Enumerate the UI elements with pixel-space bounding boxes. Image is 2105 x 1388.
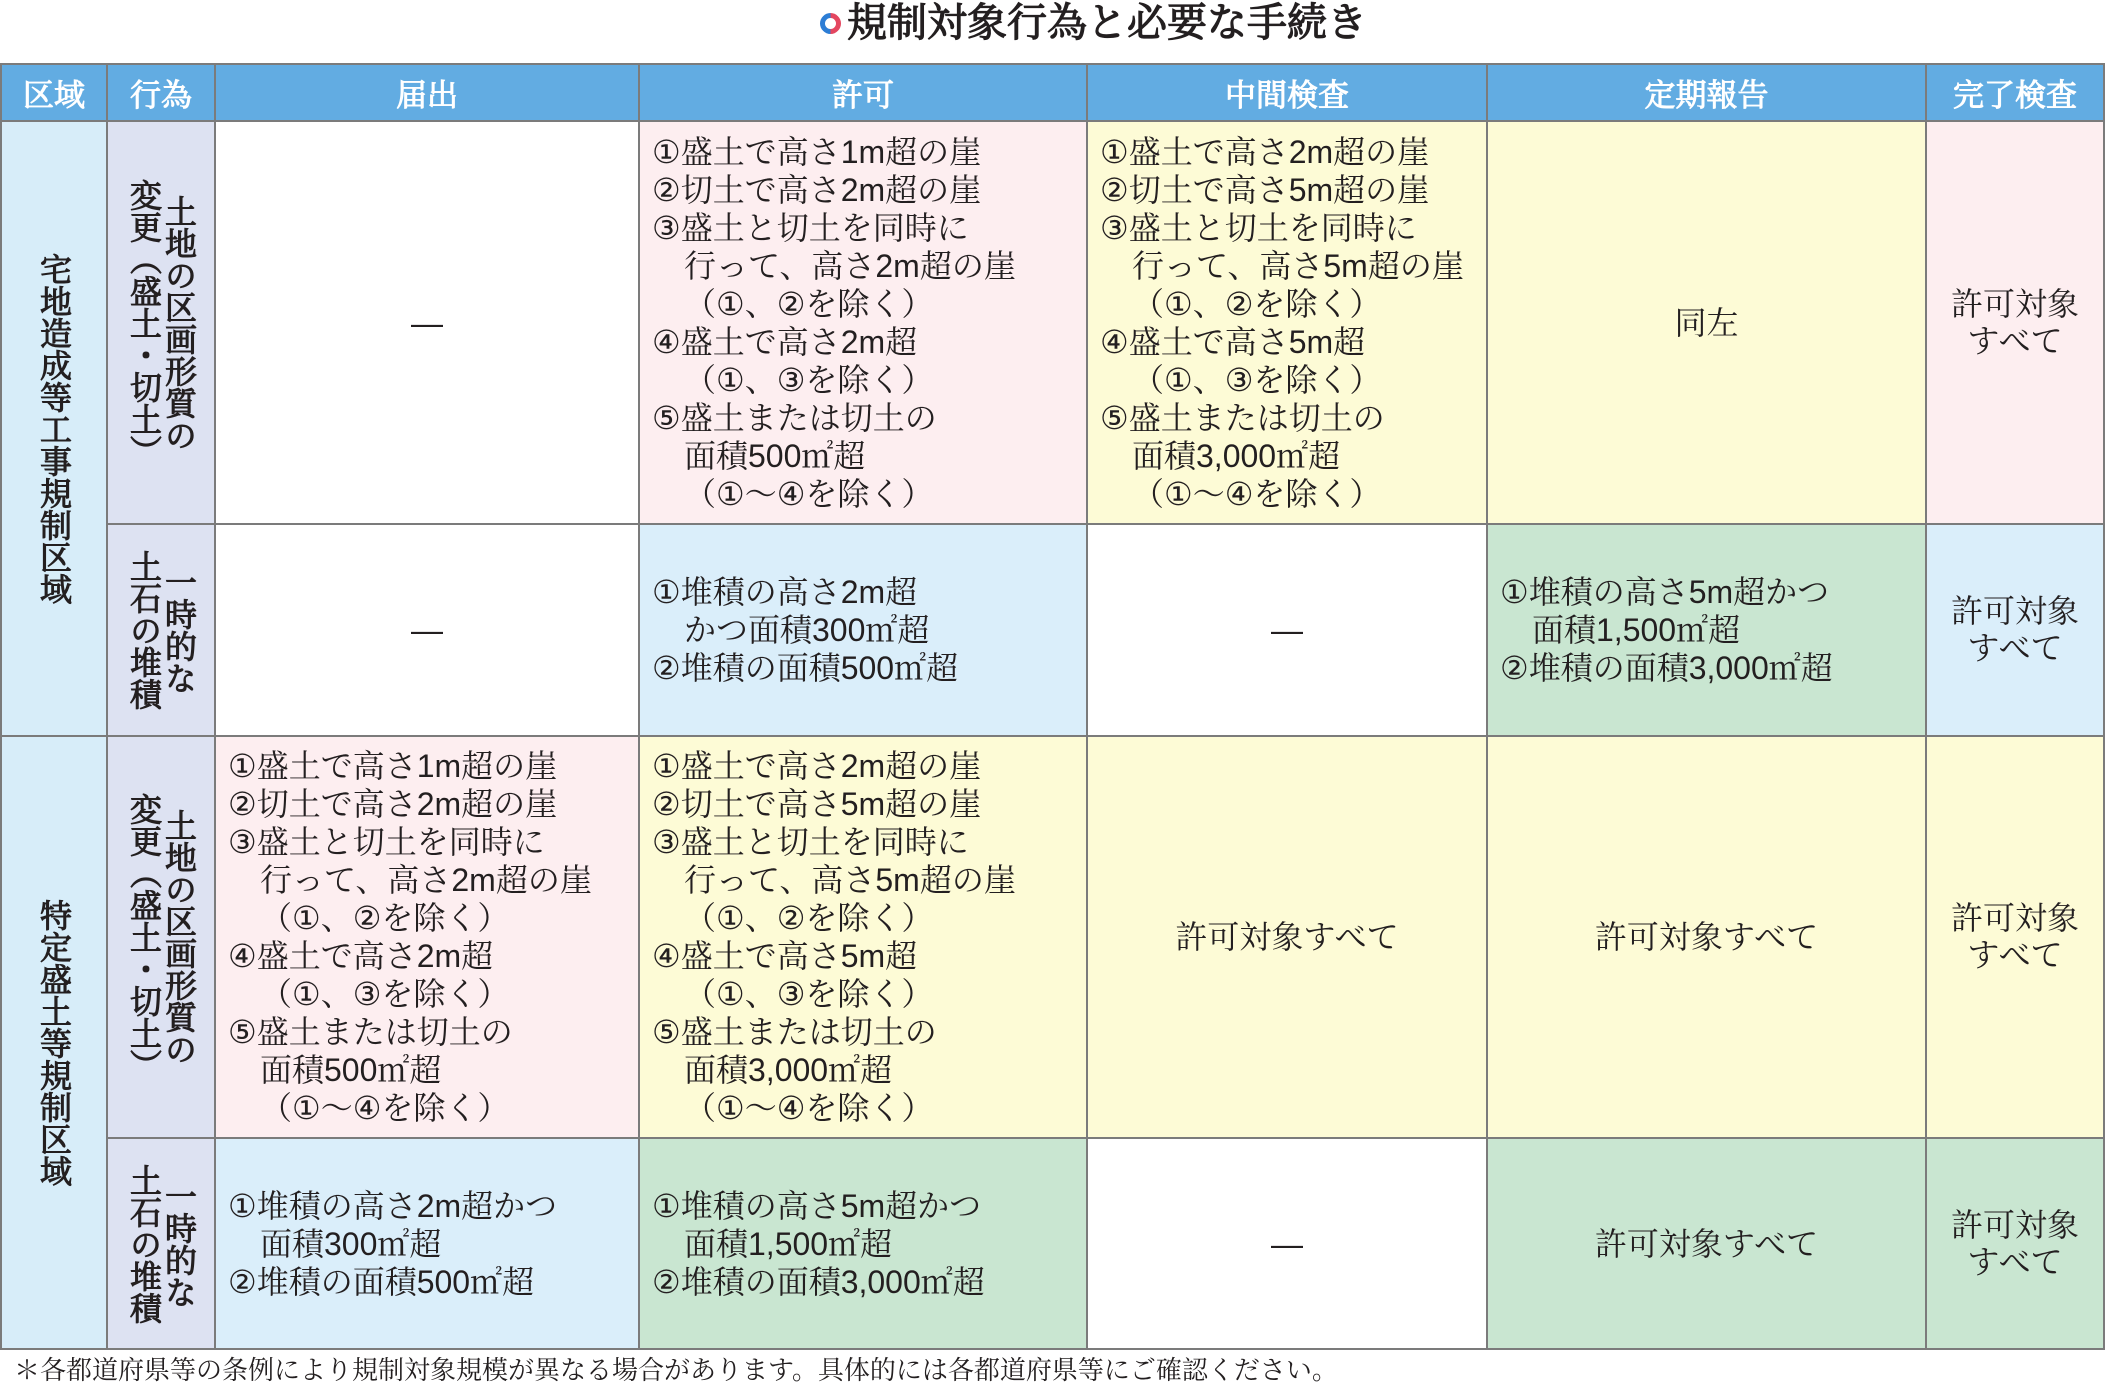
requirement-list xyxy=(228,1187,557,1301)
cell-text-line: 許可対象 xyxy=(1950,900,2079,936)
requirement-line: ①盛土で高さ1m超の崖 xyxy=(228,748,558,784)
cell-text: 許可対象すべて xyxy=(1594,1225,1819,1262)
requirement-line: ⑤盛土または切土の xyxy=(1100,399,1385,436)
interim-inspection-cell xyxy=(1088,1139,1486,1348)
requirement-line: ②堆積の面積3,000㎡超 xyxy=(1500,650,1833,686)
act-label xyxy=(126,179,196,467)
requirement-line: ②切土で高さ2m超の崖 xyxy=(228,786,558,822)
requirement-line: ⑤盛土または切土の xyxy=(652,1014,937,1050)
requirement-line: ①盛土で高さ2m超の崖 xyxy=(1100,133,1430,170)
requirement-line: ②切土で高さ5m超の崖 xyxy=(652,786,982,822)
requirement-line: ②堆積の面積3,000㎡超 xyxy=(652,1263,985,1300)
requirement-list xyxy=(652,573,958,687)
act-label xyxy=(126,1164,196,1324)
cell-text-line: すべて xyxy=(1967,1243,2063,1280)
requirement-list xyxy=(1500,573,1833,687)
act-label xyxy=(126,793,196,1081)
requirement-line: ⑤盛土または切土の xyxy=(652,399,937,436)
periodic-report-cell xyxy=(1488,1139,1925,1348)
act-label-line: 土地の区画形質の xyxy=(161,194,197,451)
requirement-line: ②堆積の面積500㎡超 xyxy=(652,650,959,686)
requirement-line: ③盛土と切土を同時に xyxy=(1100,209,1417,246)
cell-text-line: すべて xyxy=(1967,630,2063,666)
cell-text: 許可対象すべて xyxy=(1594,919,1819,955)
requirement-line: ④盛土で高さ2m超 xyxy=(228,938,494,974)
requirement-line: ①堆積の高さ5m超かつ xyxy=(652,1187,982,1224)
requirement-line: ①堆積の高さ5m超かつ xyxy=(1500,574,1830,610)
empty-dash: — xyxy=(1271,612,1303,648)
requirement-line: ①盛土で高さ2m超の崖 xyxy=(652,748,982,784)
act-label-line: 変更（盛土・切土） xyxy=(126,793,162,1081)
interim-inspection-cell xyxy=(1088,525,1486,735)
requirement-line: 行って、高さ2m超の崖 xyxy=(260,862,592,898)
cell-text-line: 許可対象 xyxy=(1950,285,2079,322)
requirement-line: （①～④を除く） xyxy=(684,1090,934,1126)
permit-cell xyxy=(640,1139,1086,1348)
requirement-line: かつ面積300㎡超 xyxy=(684,612,930,648)
act-label-line: 土地の区画形質の xyxy=(161,809,197,1065)
page-title xyxy=(820,0,1367,46)
act-cell xyxy=(108,737,214,1137)
requirement-line: （①、②を除く） xyxy=(260,900,510,936)
requirement-line: 行って、高さ2m超の崖 xyxy=(684,247,1016,284)
footnote: ＊各都道府県等の条例により規制対象規模が異なる場合があります。具体的には各都道府県等にご確認ください。 xyxy=(14,1355,1338,1385)
notification-cell xyxy=(216,525,638,735)
act-label xyxy=(126,550,196,710)
completion-inspection-cell xyxy=(1927,1139,2103,1348)
requirement-line: ①堆積の高さ2m超 xyxy=(652,574,918,610)
page-title-text: 規制対象行為と必要な手続き xyxy=(847,0,1367,46)
requirement-line: （①、②を除く） xyxy=(684,900,934,936)
notification-cell xyxy=(216,122,638,523)
requirement-line: ②切土で高さ2m超の崖 xyxy=(652,171,982,208)
completion-inspection-cell xyxy=(1927,122,2103,523)
empty-dash: — xyxy=(411,612,443,648)
requirement-line: ④盛土で高さ2m超 xyxy=(652,323,918,360)
act-label-line: 変更（盛土・切土） xyxy=(126,178,162,467)
requirement-line: 面積3,000㎡超 xyxy=(684,1052,893,1088)
cell-text: 許可対象すべて xyxy=(1175,919,1399,955)
requirement-line: ①堆積の高さ2m超かつ xyxy=(228,1187,558,1224)
requirement-line: ④盛土で高さ5m超 xyxy=(652,938,918,974)
requirement-line: 面積3,000㎡超 xyxy=(1132,437,1341,474)
requirement-line: （①～④を除く） xyxy=(1132,475,1382,512)
procedure-table xyxy=(0,63,2105,1350)
cell-text-line: 許可対象 xyxy=(1950,1206,2079,1243)
cell-text-line: 許可対象 xyxy=(1950,593,2079,629)
cell-text: 同左 xyxy=(1674,304,1739,341)
header-completion-inspection: 完了検査 xyxy=(1927,65,2103,120)
requirement-line: （①、②を除く） xyxy=(1132,285,1382,322)
requirement-line: 面積500㎡超 xyxy=(684,437,866,474)
zone-label: 特定盛土等規制区域 xyxy=(36,898,72,1187)
cell-text-line: すべて xyxy=(1967,937,2063,973)
requirement-line: 行って、高さ5m超の崖 xyxy=(1132,247,1464,284)
requirement-line: 行って、高さ5m超の崖 xyxy=(684,862,1016,898)
notification-cell xyxy=(216,1139,638,1348)
requirement-line: （①、③を除く） xyxy=(684,361,934,398)
zone-label: 宅地造成等工事規制区域 xyxy=(36,252,72,605)
empty-dash: — xyxy=(1271,1225,1303,1262)
permit-cell xyxy=(640,525,1086,735)
requirement-list xyxy=(652,1187,985,1301)
header-zone: 区域 xyxy=(2,65,106,120)
requirement-line: ③盛土と切土を同時に xyxy=(652,209,969,246)
requirement-line: ②堆積の面積500㎡超 xyxy=(228,1263,535,1300)
requirement-line: ②切土で高さ5m超の崖 xyxy=(1100,171,1430,208)
requirement-line: ④盛土で高さ5m超 xyxy=(1100,323,1366,360)
act-label-line: 土石の堆積 xyxy=(126,1163,162,1324)
requirement-line: 面積1,500㎡超 xyxy=(684,1225,893,1262)
requirement-line: 面積300㎡超 xyxy=(260,1225,442,1262)
requirement-line: （①、③を除く） xyxy=(684,976,934,1012)
requirement-line: （①～④を除く） xyxy=(260,1090,510,1126)
interim-inspection-cell xyxy=(1088,737,1486,1137)
requirement-line: ③盛土と切土を同時に xyxy=(652,824,969,860)
act-label-line: 一時的な xyxy=(161,566,197,694)
permit-cell xyxy=(640,737,1086,1137)
periodic-report-cell xyxy=(1488,122,1925,523)
act-cell xyxy=(108,1139,214,1348)
header-notification: 届出 xyxy=(216,65,638,120)
completion-inspection-cell xyxy=(1927,525,2103,735)
act-cell xyxy=(108,122,214,523)
requirement-line: ⑤盛土または切土の xyxy=(228,1014,513,1050)
requirement-list xyxy=(652,747,1016,1127)
header-periodic-report: 定期報告 xyxy=(1488,65,1925,120)
empty-dash: — xyxy=(411,304,443,341)
cell-text-line: すべて xyxy=(1967,322,2063,359)
periodic-report-cell xyxy=(1488,525,1925,735)
requirement-line: ①盛土で高さ1m超の崖 xyxy=(652,133,982,170)
act-cell xyxy=(108,525,214,735)
periodic-report-cell xyxy=(1488,737,1925,1137)
requirement-list xyxy=(228,747,592,1127)
requirement-line: ③盛土と切土を同時に xyxy=(228,824,545,860)
act-label-line: 土石の堆積 xyxy=(126,550,162,710)
title-bullet-icon xyxy=(816,8,846,38)
interim-inspection-cell xyxy=(1088,122,1486,523)
permit-cell xyxy=(640,122,1086,523)
zone-cell xyxy=(2,122,106,735)
completion-inspection-cell xyxy=(1927,737,2103,1137)
requirement-list xyxy=(1100,133,1464,513)
requirement-line: 面積1,500㎡超 xyxy=(1532,612,1741,648)
requirement-list xyxy=(652,133,1016,513)
header-permit: 許可 xyxy=(640,65,1086,120)
act-label-line: 一時的な xyxy=(161,1179,197,1308)
requirement-line: （①～④を除く） xyxy=(684,475,934,512)
requirement-line: （①、③を除く） xyxy=(260,976,510,1012)
requirement-line: （①、②を除く） xyxy=(684,285,934,322)
zone-cell xyxy=(2,737,106,1348)
requirement-line: 面積500㎡超 xyxy=(260,1052,442,1088)
notification-cell xyxy=(216,737,638,1137)
header-interim-inspection: 中間検査 xyxy=(1088,65,1486,120)
requirement-line: （①、③を除く） xyxy=(1132,361,1382,398)
header-act: 行為 xyxy=(108,65,214,120)
